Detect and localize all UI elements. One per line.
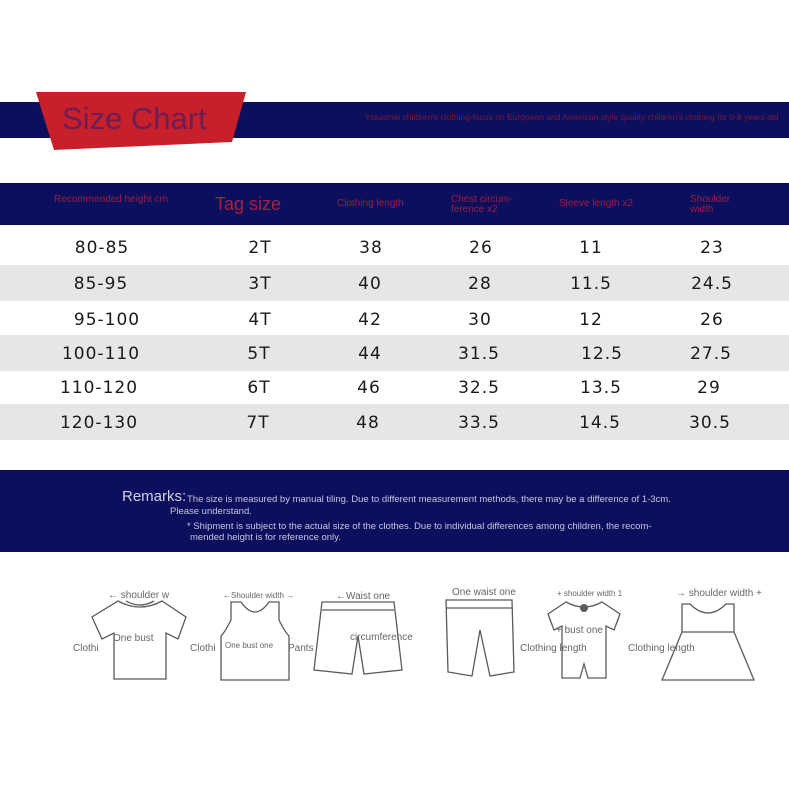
cell-tag: 7T: [246, 413, 270, 433]
table-row: [0, 369, 789, 405]
size-table-header: [0, 183, 789, 225]
header-height: Recommended height cm: [54, 194, 168, 205]
remarks-title: Remarks:: [122, 488, 187, 505]
romper-bust-label: + bust one: [556, 625, 603, 636]
cell-tag: 4T: [248, 310, 272, 330]
shorts-pants-label: Pants: [288, 643, 314, 654]
cell-sleeve: 11: [579, 238, 603, 258]
cell-length: 38: [359, 238, 383, 258]
cell-shoulder: 29: [697, 378, 721, 398]
cell-sleeve: 14.5: [579, 413, 621, 433]
tshirt-bust-label: One bust: [113, 633, 154, 644]
dress-length-label: Clothing length: [628, 643, 695, 654]
table-row: [0, 229, 789, 265]
remark-line-2b: mended height is for reference only.: [190, 532, 341, 543]
remark-line-2: * Shipment is subject to the actual size of the clothes. Due to individual differences among children, the recom-: [187, 521, 652, 532]
cell-shoulder: 27.5: [690, 344, 732, 364]
table-row: [0, 335, 789, 371]
cell-height: 95-100: [73, 310, 141, 330]
romper-shoulder-label: + shoulder width 1: [557, 589, 623, 598]
cell-chest: 26: [469, 238, 493, 258]
cell-shoulder: 30.5: [689, 413, 731, 433]
pants-waist-label: One waist one: [452, 587, 516, 598]
cell-length: 40: [358, 274, 382, 294]
cell-sleeve: 11.5: [570, 274, 612, 294]
cell-shoulder: 23: [700, 238, 724, 258]
header-sleeve: Sleeve length x2: [559, 198, 633, 209]
brand-tagline: Yiduomei children's clothing-focus on European and American style quality children's clothing for 0-8 years old: [365, 112, 779, 122]
romper-diagram: [544, 598, 624, 682]
cell-height: 80-85: [74, 238, 130, 258]
tshirt-length-label: Clothi: [73, 643, 99, 654]
tshirt-shoulder-label: ← shoulder w: [108, 590, 170, 601]
cell-length: 46: [357, 378, 381, 398]
cell-chest: 33.5: [458, 413, 500, 433]
pants-diagram: [438, 596, 518, 680]
shorts-circumference-label: circumference: [350, 632, 413, 643]
remark-line-1b: Please understand.: [170, 506, 252, 517]
cell-sleeve: 12.5: [581, 344, 623, 364]
table-row: [0, 301, 789, 337]
cell-length: 44: [358, 344, 382, 364]
romper-length-label: Clothing length: [520, 643, 587, 654]
cell-shoulder: 26: [700, 310, 724, 330]
cell-length: 42: [358, 310, 382, 330]
cell-tag: 6T: [247, 378, 271, 398]
remarks-band: [0, 470, 789, 552]
dress-shoulder-label: → shoulder width +: [676, 588, 762, 599]
tank-shoulder-label: ←Shoulder width →: [223, 591, 295, 600]
cell-shoulder: 24.5: [691, 274, 733, 294]
cell-chest: 32.5: [458, 378, 500, 398]
shorts-waist-label: ←Waist one: [336, 591, 391, 602]
cell-tag: 3T: [248, 274, 272, 294]
cell-chest: 30: [468, 310, 492, 330]
tank-length-label: Clothi: [190, 643, 216, 654]
page-title: Size Chart: [62, 101, 207, 136]
remark-line-1: The size is measured by manual tiling. Due to different measurement methods, there may be a difference of 1-3cm.: [187, 494, 671, 505]
cell-tag: 2T: [248, 238, 272, 258]
cell-chest: 28: [468, 274, 492, 294]
cell-chest: 31.5: [458, 344, 500, 364]
header-chest: Chest circum-ference x2: [451, 194, 513, 215]
cell-tag: 5T: [247, 344, 271, 364]
cell-height: 120-130: [59, 413, 139, 433]
table-row: [0, 404, 789, 440]
dress-diagram: [658, 600, 758, 684]
tank-bust-label: One bust one: [225, 641, 274, 650]
header-shoulder: Shoulder width: [690, 194, 731, 215]
cell-height: 100-110: [61, 344, 141, 364]
cell-length: 48: [356, 413, 380, 433]
cell-sleeve: 13.5: [580, 378, 622, 398]
cell-height: 110-120: [59, 378, 139, 398]
table-row: [0, 265, 789, 301]
cell-sleeve: 12: [579, 310, 603, 330]
header-tag-size: Tag size: [215, 194, 282, 214]
header-clothing-length: Clothing length: [337, 198, 404, 209]
cell-height: 85-95: [73, 274, 129, 294]
